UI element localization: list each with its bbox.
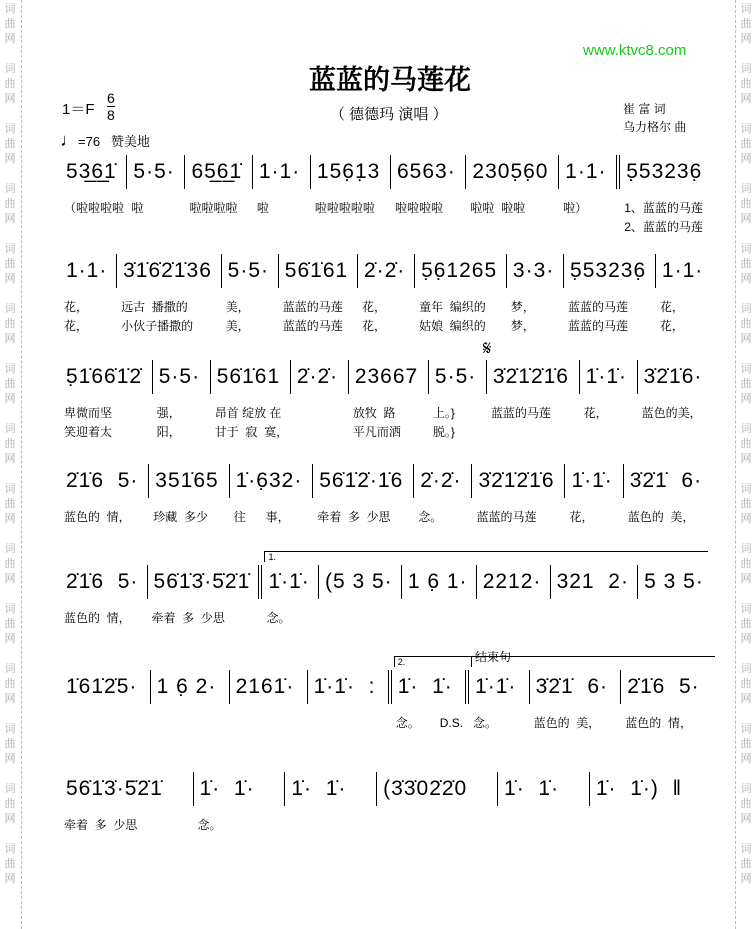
lyrics — [64, 199, 124, 218]
lyric-line: 昂首 绽放 在 — [214, 406, 282, 420]
tempo-value: =76 — [78, 134, 101, 149]
lyric-line: 花， — [659, 300, 684, 314]
lyrics — [215, 404, 288, 442]
lyric-line: 念。 — [197, 818, 222, 832]
notes: 23667 — [354, 365, 419, 388]
lyric-line: 小伙子播撒的 — [121, 319, 194, 333]
lyrics — [64, 609, 131, 628]
lyric-line: 强， — [156, 406, 181, 420]
watermark-left: 词 曲 网 词 曲 网 词 曲 网 词 曲 网 词 曲 网 词 曲 网 词 曲 网 词 曲 网 词 曲 网 词 曲 网 词 曲 网 词 曲 网 词 曲 网 词 曲 网 词 曲 网 — [4, 3, 16, 885]
measure — [60, 464, 148, 524]
notes: 1·1· — [661, 259, 704, 282]
lyric-line: 脱。} — [432, 425, 455, 439]
notes: 5·5· — [434, 365, 477, 388]
measure — [60, 670, 150, 704]
lyric-line: 花， — [361, 300, 386, 314]
lyrics — [64, 404, 112, 442]
tempo-mark — [60, 130, 150, 151]
lyric-line: 啦 — [131, 201, 144, 215]
lyric-line: 念。 — [418, 510, 443, 524]
ending-section-label: 结束句 — [471, 656, 715, 667]
lyric-line: 蓝蓝的马莲 — [282, 319, 343, 333]
measure — [357, 254, 414, 333]
lyrics — [511, 298, 535, 336]
lyrics — [234, 508, 290, 527]
time-bottom: 8 — [107, 107, 115, 123]
lyric-line: 花， — [583, 406, 608, 420]
lyric-line: 梦， — [510, 319, 535, 333]
measure — [284, 772, 376, 806]
credits — [623, 100, 686, 136]
notes: 5̣53236̣ — [626, 160, 703, 183]
notes: 3̇2̇1̇ 6· — [535, 675, 609, 698]
measure — [563, 254, 655, 333]
notes: 5̣53236̣ — [570, 259, 647, 282]
measure — [564, 464, 622, 524]
left-margin-line — [21, 0, 22, 929]
measure — [229, 670, 307, 704]
lyric-line: 花， — [64, 300, 89, 314]
measure — [506, 254, 563, 333]
notes: 3·3· — [512, 259, 555, 282]
lyrics — [266, 609, 290, 628]
lyrics — [317, 508, 390, 527]
lyrics — [396, 714, 463, 733]
notes: 1̇61̇2̇5· — [66, 675, 138, 698]
notes: 56̇1̇3̇·5̇2̇1̇ — [153, 570, 251, 593]
notes: 1̇·1̇· — [268, 570, 310, 593]
lyric-line: 念。 — [473, 716, 498, 730]
measure — [348, 360, 428, 439]
notes: 1·1· — [258, 160, 301, 183]
lyrics — [315, 199, 375, 218]
lyrics — [660, 298, 684, 336]
site-url[interactable]: www.ktvc8.com — [583, 42, 687, 59]
lyric-line: 牵着 多 少思 — [64, 818, 138, 832]
measure — [60, 565, 147, 625]
notes: 56̇1̇61 — [284, 259, 349, 282]
lyric-line: 放牧 路 — [352, 406, 396, 420]
measure — [476, 565, 550, 599]
measure — [497, 772, 589, 806]
lyric-line: 珍藏 多少 — [153, 510, 208, 524]
measure — [258, 552, 318, 625]
lyrics — [470, 199, 525, 218]
measure — [623, 464, 712, 524]
lyric-line: 往 事， — [233, 510, 290, 524]
measure — [150, 670, 229, 704]
watermark-right: 词 曲 网 词 曲 网 词 曲 网 词 曲 网 词 曲 网 词 曲 网 词 曲 网 词 曲 网 词 曲 网 词 曲 网 词 曲 网 词 曲 网 词 曲 网 词 曲 网 词 曲 网 — [740, 3, 752, 885]
measure — [465, 155, 558, 215]
measure — [616, 155, 712, 234]
lyric-line: 蓝色的 情， — [64, 510, 131, 524]
notes: 1̇·1̇· — [571, 469, 613, 492]
volta-2: 2. — [394, 656, 488, 667]
lyrics — [418, 508, 442, 527]
staff-row — [60, 254, 712, 333]
measure — [147, 565, 259, 625]
lyrics — [419, 298, 486, 336]
measure — [290, 360, 348, 394]
lyrics — [64, 508, 131, 527]
notes: 1̇·1̇· — [585, 365, 627, 388]
lyric-line: 蓝色的 情， — [64, 611, 131, 625]
lyric-line: 蓝色的美， — [641, 406, 702, 420]
lyric-line: 啦） — [563, 201, 588, 215]
notes: 1 6̣ 2· — [156, 675, 217, 698]
notes: (5 3 5· — [324, 570, 393, 593]
notes: 5 3 5· — [644, 570, 704, 593]
staff-row — [60, 650, 712, 730]
measure — [390, 155, 465, 215]
lyrics — [152, 609, 225, 628]
lyrics — [131, 199, 143, 218]
right-margin-line — [735, 0, 736, 929]
measure — [152, 360, 210, 439]
notes: 5·5· — [158, 365, 201, 388]
measure — [310, 155, 390, 215]
lyric-line: 蓝色的 情， — [625, 716, 692, 730]
notes: 351̇65 — [155, 469, 219, 492]
notes: 3̇2̇1̇6· — [643, 365, 703, 388]
notes: 56̇1̇61 — [216, 365, 281, 388]
measure — [60, 360, 152, 439]
lyrics — [563, 199, 587, 218]
measure — [60, 254, 116, 333]
lyrics — [625, 714, 692, 733]
notes: 2̇·2̇· — [363, 259, 406, 282]
time-top: 6 — [107, 90, 115, 106]
measure — [210, 360, 290, 439]
lyric-line: 蓝蓝的马莲 — [476, 510, 537, 524]
lyrics — [362, 298, 386, 336]
notes: 2̇·2̇· — [296, 365, 339, 388]
measure — [401, 565, 476, 599]
lyric-line: 蓝色的 美， — [533, 716, 601, 730]
lyric-line: 平凡而洒 — [352, 425, 401, 439]
measure — [252, 155, 310, 215]
lyric-line: 念。 D.S. — [395, 716, 464, 730]
measure — [60, 772, 193, 832]
lyric-line: 蓝蓝的马莲 — [490, 406, 551, 420]
measure — [428, 360, 486, 439]
measure — [278, 254, 357, 333]
lyric-line: 蓝色的 美， — [627, 510, 695, 524]
lyric-line: 牵着 多 少思 — [151, 611, 225, 625]
lyrics — [584, 404, 608, 423]
lyric-line: 啦啦 啦啦 — [470, 201, 526, 215]
measure — [558, 155, 616, 215]
lyric-line: 花， — [659, 319, 684, 333]
lyrics — [257, 199, 269, 218]
lyric-line: 啦啦啦啦 — [395, 201, 444, 215]
notes: 3̇1̇6̇2̇1̇36 — [123, 259, 212, 282]
measure — [529, 670, 621, 730]
measure — [388, 657, 465, 730]
measure — [307, 670, 388, 704]
lyrics — [569, 508, 593, 527]
lyric-line: 2、蓝蓝的马莲 — [624, 220, 703, 234]
lyric-line: 远古 播撒的 — [121, 300, 188, 314]
measure — [589, 772, 712, 806]
lyric-line: 上。} — [432, 406, 455, 420]
notes: 5·5· — [133, 160, 175, 183]
notes: 1̇·1̇· : — [313, 675, 376, 698]
measure — [221, 254, 278, 333]
lyrics — [433, 404, 455, 442]
measure — [184, 155, 251, 215]
notes: 1̇· 1̇· — [199, 777, 255, 800]
lyrics — [157, 404, 181, 442]
notes: 2̇1̇6 5· — [627, 675, 700, 698]
measure — [637, 360, 712, 420]
tempo-expression: 赞美地 — [110, 134, 150, 149]
segno-icon: 𝄋 — [482, 338, 492, 360]
measure — [126, 155, 184, 215]
lyric-line: 美， — [225, 319, 250, 333]
lyricist: 崔 富 词 — [623, 102, 666, 116]
measure — [312, 464, 413, 524]
notes: 2305̣6̣0 — [472, 160, 549, 183]
lyrics — [153, 508, 208, 527]
measure — [550, 565, 638, 599]
notes: 1̇· 1̇· — [397, 675, 453, 698]
measure — [193, 772, 285, 832]
notes: 65̲6̲1̇ — [191, 160, 243, 183]
lyrics — [189, 199, 237, 218]
notes: (3̇3̇02̇2̇0 — [383, 777, 468, 800]
notes: 1̇· 1̇· — [291, 777, 347, 800]
lyrics — [395, 199, 443, 218]
measure — [579, 360, 637, 420]
notes: 2̇1̇6 5· — [66, 469, 139, 492]
lyric-line: 蓝蓝的马莲 — [282, 300, 343, 314]
lyric-line: 甘于 寂 寞， — [214, 425, 289, 439]
measure — [376, 772, 497, 806]
measure — [229, 464, 313, 524]
measure — [637, 565, 712, 599]
notes: 156̣1̣3 — [316, 160, 381, 183]
staff-row — [60, 464, 712, 524]
time-signature — [107, 90, 115, 123]
notes: 1 6̣ 1· — [407, 570, 468, 593]
measure — [620, 670, 712, 730]
notes: 1̇· 1̇·) ‖ — [595, 777, 683, 800]
notes: 5̣6̣1265 — [421, 259, 498, 282]
notes: 1·1· — [66, 259, 108, 282]
lyric-line: 1、蓝蓝的马莲 — [624, 201, 703, 215]
lyric-line: 蓝蓝的马莲 — [568, 300, 629, 314]
quarter-note-icon: ♩ — [60, 130, 78, 150]
notes: 53̲6̲1̇ — [66, 160, 117, 183]
lyric-line: 阳， — [156, 425, 181, 439]
lyrics — [64, 816, 137, 835]
notes: 56̇1̇3̇·5̇2̇1̇ — [66, 777, 163, 800]
staff-row — [60, 338, 712, 439]
lyrics — [568, 298, 628, 336]
notes: 5̣1̇66̇1̇2̇ — [66, 365, 143, 388]
lyric-line: 牵着 多 少思 — [317, 510, 391, 524]
notes: 1·1· — [565, 160, 607, 183]
measure — [655, 254, 712, 333]
lyrics — [353, 404, 401, 442]
notes: 56̇1̇2̇·1̇6 — [319, 469, 404, 492]
notes: 1̇· 1̇· — [504, 777, 560, 800]
lyric-line: 啦 — [256, 201, 269, 215]
notes: 1̇·6̣32· — [235, 469, 303, 492]
lyrics — [121, 298, 193, 336]
singer: （ 德德玛 演唱 ） — [330, 106, 448, 123]
lyrics — [642, 404, 702, 423]
lyric-line: 美， — [225, 300, 250, 314]
notes: 2̇1̇6 5· — [66, 570, 139, 593]
lyrics — [198, 816, 222, 835]
staff-row — [60, 155, 712, 234]
measure — [148, 464, 228, 524]
lyric-line: 卑微而坚 — [64, 406, 113, 420]
measure — [471, 464, 564, 524]
staff-row — [60, 772, 712, 832]
lyric-line: 童年 编织的 — [419, 300, 486, 314]
measure — [414, 254, 506, 333]
key-signature: 1＝F — [62, 101, 95, 118]
notes: 321 2· — [556, 570, 629, 593]
lyrics — [624, 199, 703, 237]
lyric-line: 啦啦啦啦啦 — [314, 201, 375, 215]
lyrics — [226, 298, 250, 336]
measure — [465, 650, 529, 730]
lyric-line: 花， — [64, 319, 89, 333]
notes: 6563· — [397, 160, 456, 183]
lyrics — [628, 508, 695, 527]
notes: 5·5· — [227, 259, 270, 282]
lyric-line: 花， — [361, 319, 386, 333]
lyric-line: 姑娘 编织的 — [419, 319, 486, 333]
notes: 3̇2̇1̇2̇1̇6 — [492, 365, 569, 388]
lyric-line: 念。 — [266, 611, 291, 625]
notes: 2̇·2̇· — [420, 469, 462, 492]
measure — [482, 338, 579, 420]
lyrics — [473, 714, 497, 733]
lyric-line: 笑迎着太 — [64, 425, 113, 439]
composer: 乌力格尔 曲 — [623, 120, 687, 134]
lyric-line: 梦， — [510, 300, 535, 314]
lyrics — [491, 404, 551, 423]
notes: 1̇·1̇· — [475, 675, 517, 698]
lyrics — [283, 298, 343, 336]
volta-1: 1. — [264, 551, 708, 562]
notes: 3̇2̇1̇2̇1̇6 — [478, 469, 555, 492]
measure — [318, 565, 401, 599]
lyrics — [476, 508, 536, 527]
lyric-line: 花， — [569, 510, 594, 524]
song-title: 蓝蓝的马莲花 — [309, 65, 471, 96]
lyrics — [64, 298, 88, 336]
lyric-line: 啦啦啦啦 — [189, 201, 238, 215]
notes: 3̇2̇1̇ 6· — [629, 469, 703, 492]
lyric-line: （啦啦啦啦 — [64, 201, 125, 215]
lyrics — [534, 714, 601, 733]
lyric-line: 蓝蓝的马莲 — [568, 319, 629, 333]
notes: 2161̇· — [235, 675, 295, 698]
measure — [116, 254, 221, 333]
measure — [60, 155, 126, 215]
notes: 2212· — [482, 570, 542, 593]
measure — [413, 464, 471, 524]
staff-row — [60, 552, 712, 625]
